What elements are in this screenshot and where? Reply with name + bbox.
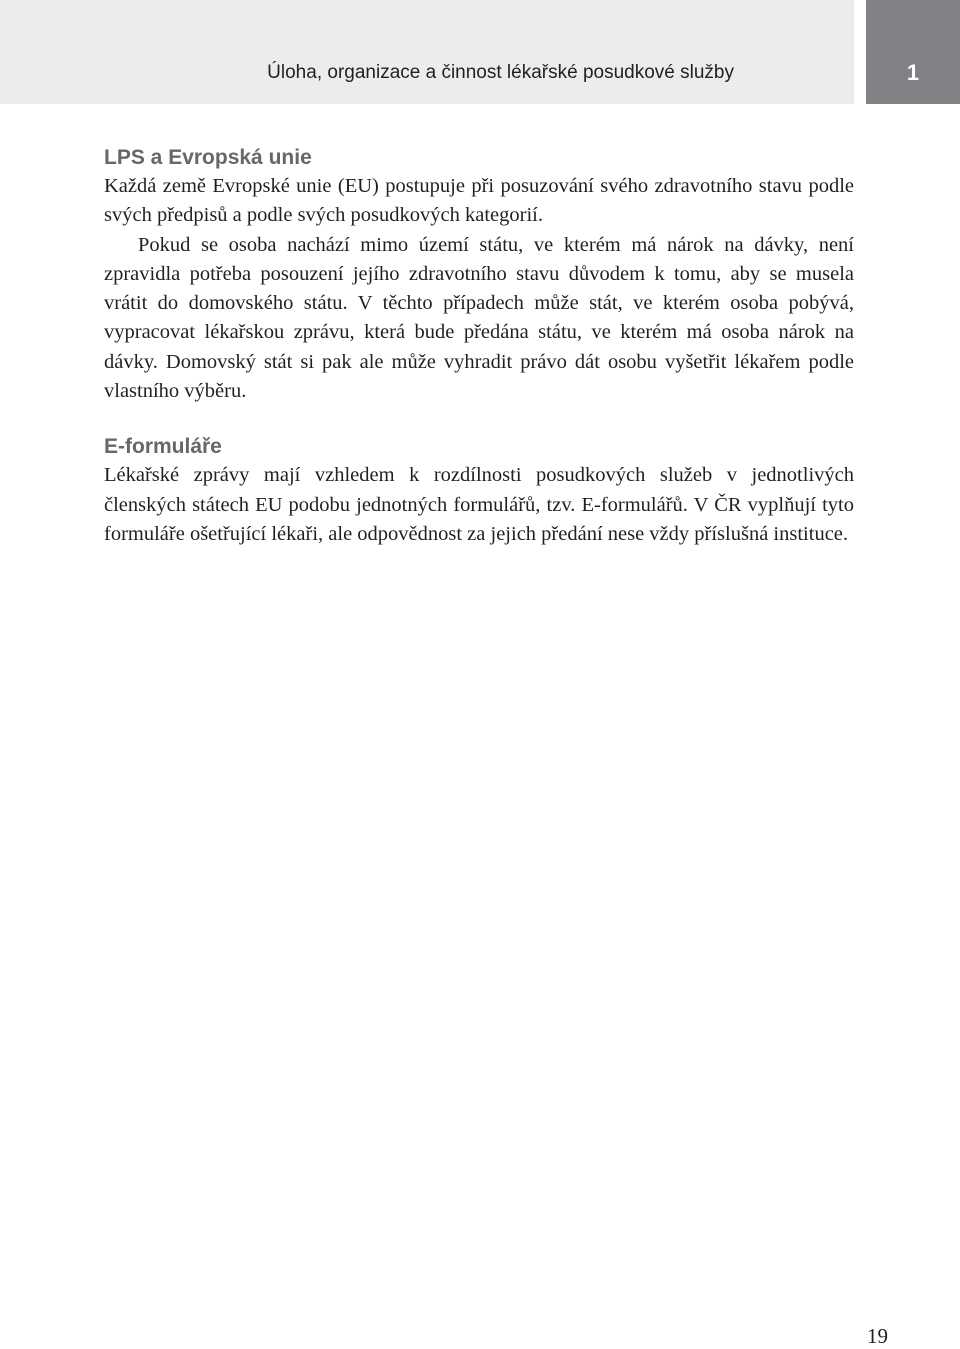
section-heading-e-forms: E-formuláře: [104, 435, 222, 459]
running-header: [0, 0, 854, 104]
page-body: [104, 143, 854, 549]
running-title: Úloha, organizace a činnost lékařské posudkové služby: [267, 62, 734, 83]
paragraph: Lékařské zprávy mají vzhledem k rozdílnosti posudkových služeb v jednotlivých členských státech EU podobu jednotných formulářů, tzv. E-formulářů. V ČR vyplňují tyto formuláře ošetřující lékaři, ale odpovědnost za jejich předání nese vždy příslušná instituce.: [104, 464, 854, 545]
chapter-number: 1: [906, 60, 920, 85]
paragraph: Pokud se osoba nachází mimo území státu, ve kterém má nárok na dávky, není zpravidla potřeba posouzení jejího zdravotního stavu důvodem k tomu, aby se musela vrátit do domovského státu. V těchto případech může stát, ve kterém osoba pobývá, vypracovat lékařskou zprávu, která bude předána státu, ve kterém má osoba nárok na dávky. Domovský stát si pak ale může vyhradit právo dát osobu vyšetřit lékařem podle vlastního výběru.: [104, 233, 854, 403]
section-spacer: [104, 406, 854, 432]
page-number: 19: [867, 1324, 888, 1348]
paragraph: Každá země Evropské unie (EU) postupuje při posuzování svého zdravotního stavu podle svých předpisů a podle svých posudkových kategorií.: [104, 175, 854, 227]
section-heading-lps-eu: LPS a Evropská unie: [104, 146, 312, 169]
chapter-tab: [866, 0, 960, 104]
